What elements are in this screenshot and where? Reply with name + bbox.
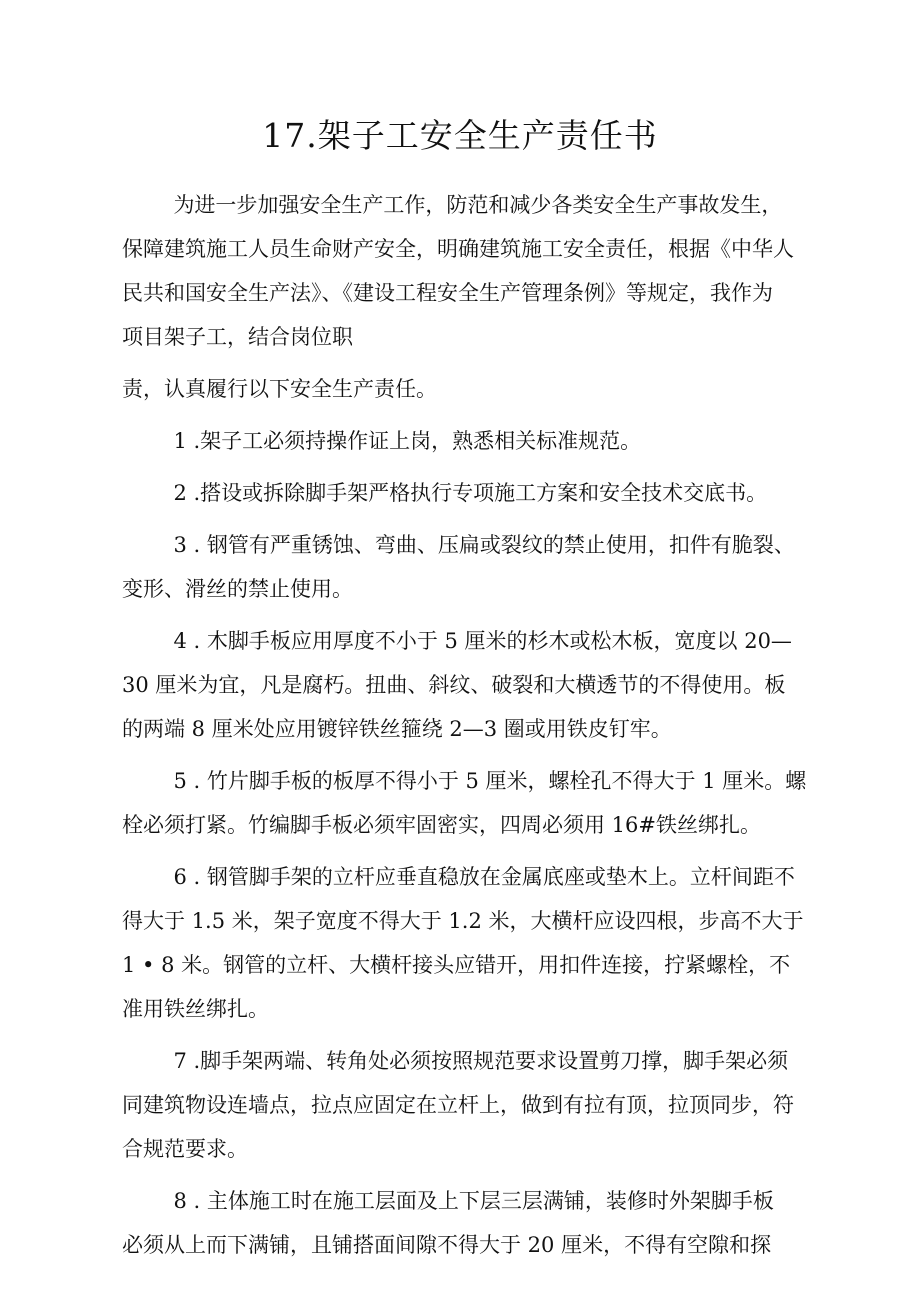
text-line: 项目架子工，结合岗位职 xyxy=(122,325,353,349)
text-line: 2 .搭设或拆除脚手架严格执行专项施工方案和安全技术交底书。 xyxy=(173,481,768,505)
text-line: 30 厘米为宜，凡是腐朽。扭曲、斜纹、破裂和大横透节的不得使用。板 xyxy=(122,673,786,697)
paragraph xyxy=(122,367,822,411)
text-line: 保障建筑施工人员生命财产安全，明确建筑施工安全责任，根据《中华人 xyxy=(122,237,794,261)
document-body xyxy=(122,183,822,1267)
text-line: 得大于 1.5 米，架子宽度不得大于 1.2 米，大横杆应设四根，步高不大于 xyxy=(122,909,804,933)
text-line: 民共和国安全生产法》、《建设工程安全生产管理条例》等规定，我作为 xyxy=(122,281,773,305)
text-line: 3 . 钢管有严重锈蚀、弯曲、压扁或裂纹的禁止使用，扣件有脆裂、 xyxy=(173,533,795,557)
text-line: 必须从上而下满铺，且铺搭面间隙不得大于 20 厘米，不得有空隙和探 xyxy=(122,1233,772,1257)
paragraph xyxy=(122,619,822,751)
paragraph xyxy=(122,759,822,847)
text-line: 合规范要求。 xyxy=(122,1137,248,1161)
text-line: 的两端 8 厘米处应用镀锌铁丝箍绕 2—3 圈或用铁皮钉牢。 xyxy=(122,717,672,741)
paragraph xyxy=(122,855,822,1031)
text-line: 1 • 8 米。钢管的立杆、大横杆接头应错开，用扣件连接，拧紧螺栓，不 xyxy=(122,953,791,977)
paragraph xyxy=(122,183,822,359)
text-line: 变形、滑丝的禁止使用。 xyxy=(122,577,353,601)
text-line: 同建筑物设连墙点，拉点应固定在立杆上，做到有拉有顶，拉顶同步，符 xyxy=(122,1093,794,1117)
text-line: 6 . 钢管脚手架的立杆应垂直稳放在金属底座或垫木上。立杆间距不 xyxy=(173,865,795,889)
text-line: 5 . 竹片脚手板的板厚不得小于 5 厘米，螺栓孔不得大于 1 厘米。螺 xyxy=(173,769,807,793)
text-line: 1 .架子工必须持操作证上岗，熟悉相关标准规范。 xyxy=(173,429,642,453)
text-line: 8 . 主体施工时在施工层面及上下层三层满铺，装修时外架脚手板 xyxy=(173,1189,774,1213)
text-line: 4 . 木脚手板应用厚度不小于 5 厘米的杉木或松木板，宽度以 20— xyxy=(173,629,792,653)
document-title: 17.架子工安全生产责任书 xyxy=(262,116,658,155)
text-line: 7 .脚手架两端、转角处必须按照规范要求设置剪刀撑，脚手架必须 xyxy=(173,1049,789,1073)
paragraph xyxy=(122,523,822,611)
paragraph xyxy=(122,1179,822,1267)
text-line: 为进一步加强安全生产工作，防范和减少各类安全生产事故发生， xyxy=(173,193,783,217)
text-line: 准用铁丝绑扎。 xyxy=(122,997,269,1021)
text-line: 栓必须打紧。竹编脚手板必须牢固密实，四周必须用 16#铁丝绑扎。 xyxy=(122,813,761,837)
paragraph xyxy=(122,1039,822,1171)
text-line: 责，认真履行以下安全生产责任。 xyxy=(122,377,437,401)
paragraph xyxy=(122,419,822,463)
paragraph xyxy=(122,471,822,515)
